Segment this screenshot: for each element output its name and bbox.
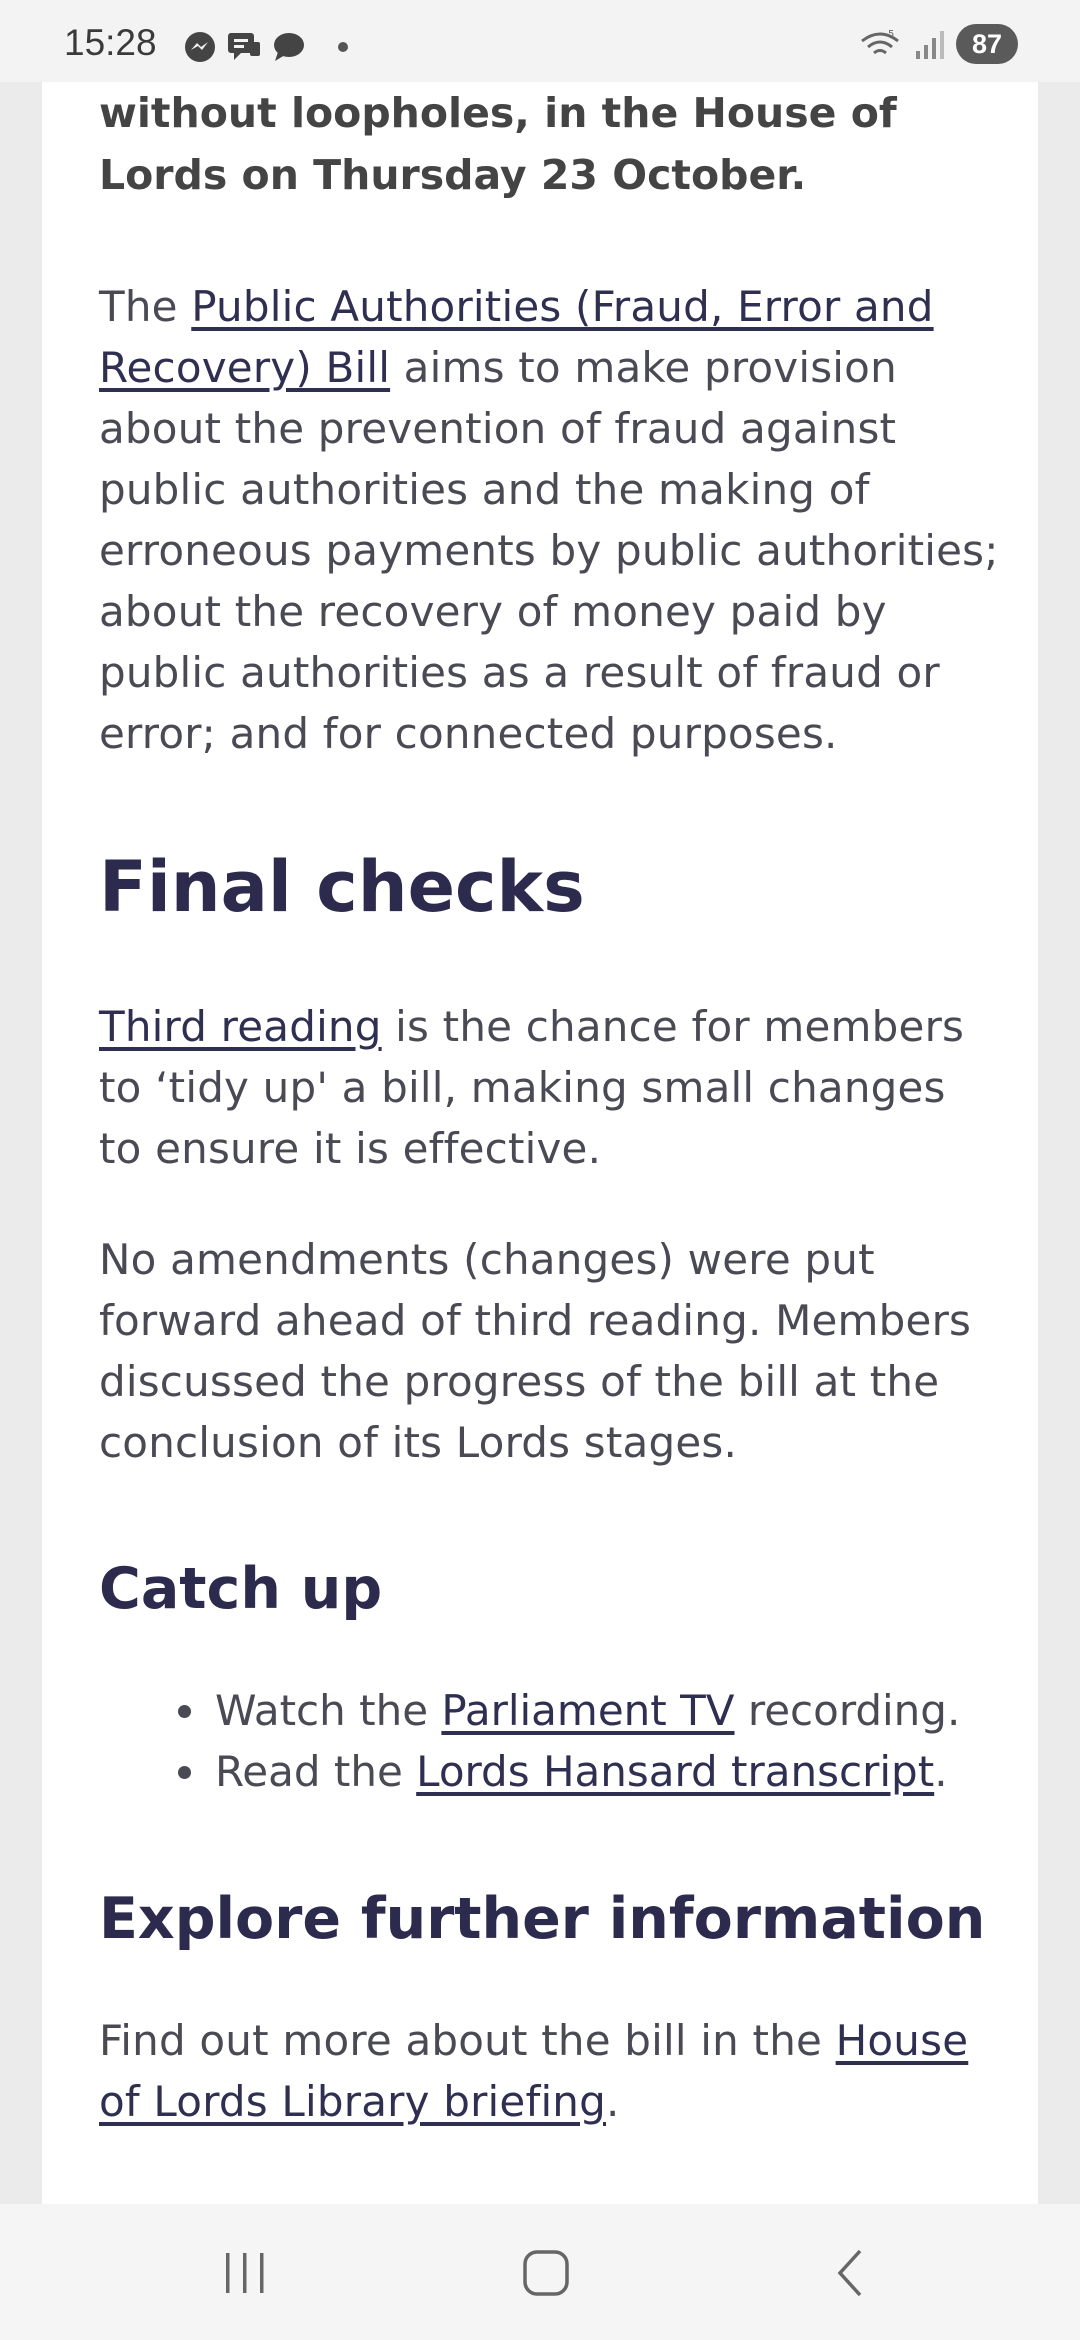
- navigation-bar: [0, 2204, 1080, 2340]
- list-item-text: Read the: [215, 1747, 417, 1796]
- svg-text:5: 5: [888, 29, 895, 40]
- intro-text-after: aims to make provision about the prevention of fraud against public authorities and the making of erroneous payments by public authorities; about the recovery of money paid by public authorities as a result of fraud or error; and for connected purposes.: [99, 343, 999, 758]
- third-reading-text: is the chance for members to ‘tidy up' a bill, making small changes to ensure it is effective.: [99, 1002, 965, 1173]
- home-icon: [521, 2248, 571, 2298]
- recent-apps-icon: [220, 2251, 270, 2295]
- more-notifications-dot: [338, 42, 348, 52]
- list-item-text: .: [934, 1747, 948, 1796]
- third-reading-paragraph: [99, 996, 999, 1179]
- explore-paragraph: [99, 2010, 999, 2132]
- parliament-tv-link[interactable]: Parliament TV: [441, 1686, 735, 1735]
- library-briefing-link[interactable]: House of Lords Library briefing: [99, 2016, 969, 2126]
- list-item: [211, 1680, 999, 1741]
- messenger-icon: [182, 30, 218, 64]
- list-item-text: Watch the: [215, 1686, 442, 1735]
- heading-explore: Explore further information: [99, 1886, 986, 1952]
- battery-level: 87: [956, 24, 1018, 64]
- signal-icon: [912, 27, 946, 61]
- hansard-transcript-link[interactable]: Lords Hansard transcript: [416, 1747, 935, 1796]
- heading-final-checks: Final checks: [99, 846, 585, 928]
- explore-text-before: Find out more about the bill in the: [99, 2016, 836, 2065]
- message-bubble-icon: [270, 30, 306, 64]
- status-time: 15:28: [64, 22, 157, 63]
- explore-text-after: .: [606, 2077, 620, 2126]
- lead-paragraph: without loopholes, in the House of Lords on Thursday 23 October.: [99, 89, 897, 199]
- wifi-icon: [858, 27, 902, 61]
- list-item-text: recording.: [734, 1686, 961, 1735]
- chat-icon: [226, 30, 262, 64]
- list-item: [211, 1741, 999, 1802]
- catch-up-list: [99, 1680, 999, 1802]
- intro-paragraph: [99, 276, 999, 764]
- intro-text-before: The: [99, 282, 192, 331]
- notification-icons: [182, 30, 348, 64]
- home-button[interactable]: [511, 2238, 581, 2308]
- heading-catch-up: Catch up: [99, 1556, 383, 1622]
- back-button[interactable]: [815, 2238, 885, 2308]
- bill-link[interactable]: Public Authorities (Fraud, Error and Recovery) Bill: [99, 282, 934, 392]
- status-right: [858, 24, 1018, 64]
- recent-apps-button[interactable]: [210, 2238, 280, 2308]
- amendments-paragraph: No amendments (changes) were put forward ahead of third reading. Members discussed the progress of the bill at the conclusion of its Lords stages.: [99, 1235, 972, 1467]
- third-reading-link[interactable]: Third reading: [99, 1002, 382, 1051]
- back-icon: [830, 2247, 870, 2299]
- status-bar: [0, 0, 1080, 82]
